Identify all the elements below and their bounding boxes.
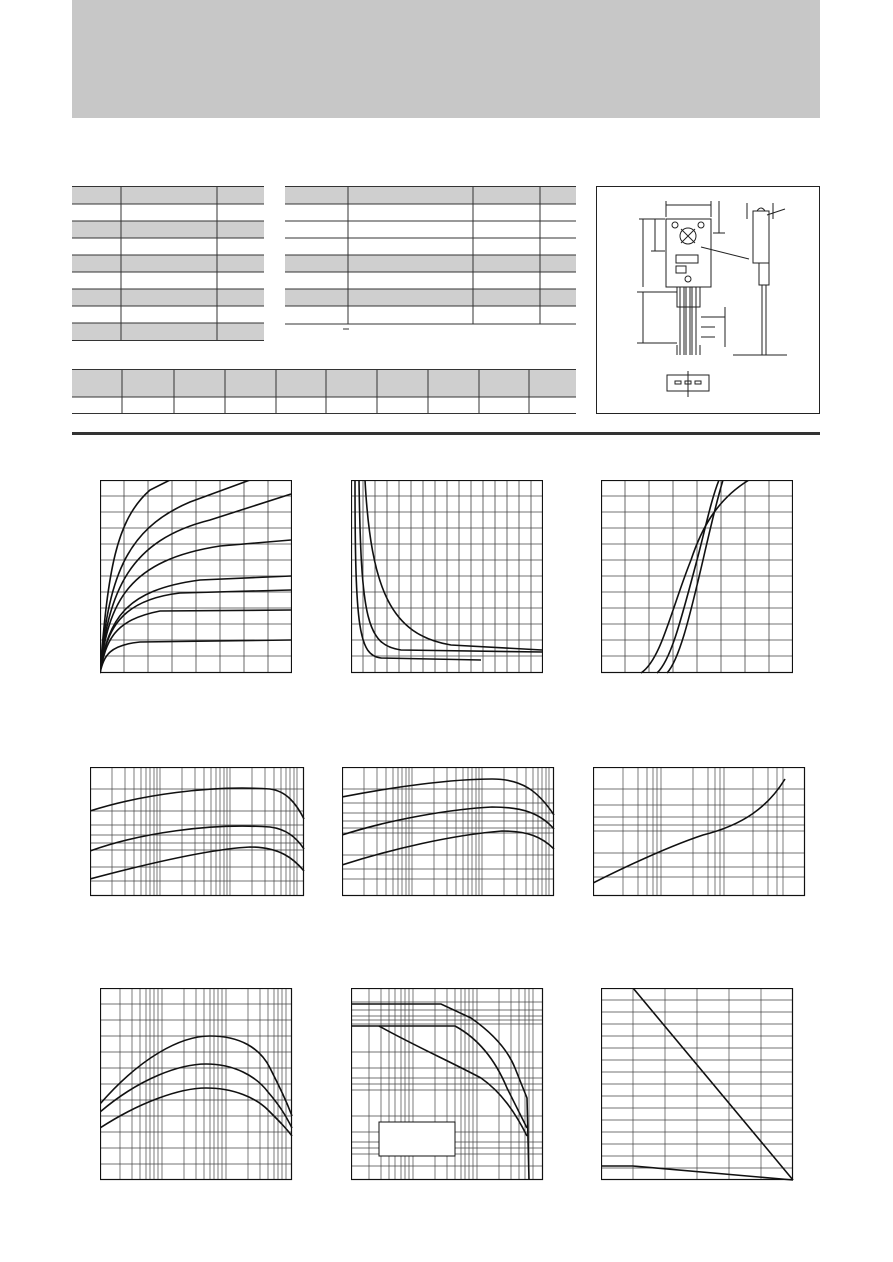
hfe-a-curve-1	[90, 788, 304, 819]
chart-soa	[351, 988, 544, 1181]
decay-curve-2	[359, 480, 542, 652]
electrical-characteristics-table	[285, 186, 577, 336]
section-divider	[72, 432, 820, 435]
transfer-curve-3	[667, 480, 723, 673]
header-band	[72, 0, 820, 118]
hfe-b-curve-3	[342, 831, 554, 865]
transfer-curve-2	[657, 480, 719, 673]
package-outline	[596, 186, 820, 414]
chart-ic-vce	[100, 480, 292, 674]
chart-decay	[351, 480, 543, 674]
soa-curve-2	[351, 1026, 527, 1128]
ic-curve-6	[100, 494, 291, 673]
ic-curve-1	[100, 640, 291, 673]
transfer-curve-1	[641, 480, 749, 673]
ic-curve-8	[100, 480, 170, 673]
chart-derating	[601, 988, 794, 1181]
hfe-a-curve-3	[90, 847, 304, 879]
hfe-a-curve-2	[90, 826, 304, 851]
chart-ft-ie	[100, 988, 293, 1181]
soa-legend-box	[379, 1122, 455, 1156]
chart-transfer	[601, 480, 793, 674]
chart-hfe-ic-a	[90, 767, 305, 897]
chart-thermal	[593, 767, 806, 897]
ic-curve-7	[100, 480, 250, 673]
chart-hfe-ic-b	[342, 767, 555, 897]
absolute-ratings-table	[72, 186, 264, 342]
decay-curve-3	[365, 480, 542, 650]
hfe-rank-table	[72, 369, 577, 415]
ic-curve-3	[100, 590, 291, 673]
